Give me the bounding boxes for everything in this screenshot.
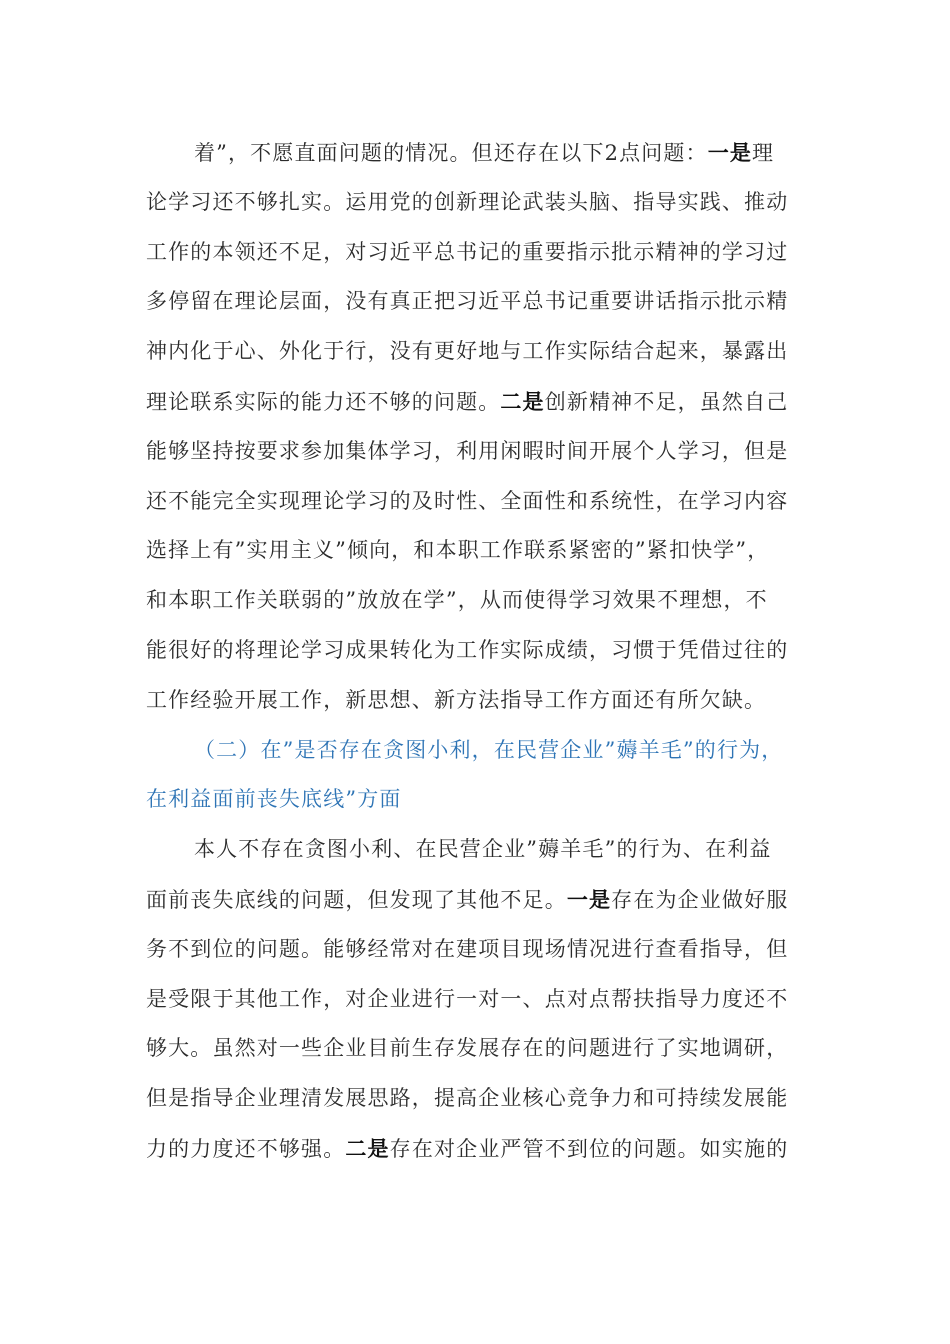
text-line: 能很好的将理论学习成果转化为工作实际成绩，习惯于凭借过往的 <box>146 637 789 662</box>
bold-marker: 二是 <box>500 388 545 414</box>
text-line: 务不到位的问题。能够经常对在建项目现场情况进行查看指导，但 <box>146 936 789 961</box>
text-line: 理论联系实际的能力还不够的问题。二是创新精神不足，虽然自己 <box>146 388 789 414</box>
section-heading <box>146 726 810 826</box>
text-line: 是受限于其他工作，对企业进行一对一、点对点帮扶指导力度还不 <box>146 986 789 1011</box>
text-line: 多停留在理论层面，没有真正把习近平总书记重要讲话指示批示精 <box>146 289 789 314</box>
paragraph-1 <box>146 128 810 726</box>
text-line: 力的力度还不够强。二是存在对企业严管不到位的问题。如实施的 <box>146 1135 789 1161</box>
text-line: 够大。虽然对一些企业目前生存发展存在的问题进行了实地调研， <box>146 1036 789 1061</box>
bold-marker: 二是 <box>345 1135 390 1161</box>
heading-line: （二）在”是否存在贪图小利，在民营企业”薅羊毛”的行为， <box>194 737 784 762</box>
text-line: 神内化于心、外化于行，没有更好地与工作实际结合起来，暴露出 <box>146 339 789 364</box>
text-line: 还不能完全实现理论学习的及时性、全面性和系统性，在学习内容 <box>146 488 789 513</box>
text-line: 能够坚持按要求参加集体学习，利用闲暇时间开展个人学习，但是 <box>146 438 789 463</box>
paragraph-2 <box>146 825 810 1174</box>
text-line: 工作经验开展工作，新思想、新方法指导工作方面还有所欠缺。 <box>146 687 767 712</box>
text-line: 但是指导企业理清发展思路，提高企业核心竞争力和可持续发展能 <box>146 1086 789 1111</box>
bold-marker: 一是 <box>707 140 753 165</box>
text-line: 本人不存在贪图小利、在民营企业”薅羊毛”的行为、在利益 <box>194 837 772 862</box>
text-line: 和本职工作关联弱的”放放在学”，从而使得学习效果不理想，不 <box>146 588 768 613</box>
text-line: 论学习还不够扎实。运用党的创新理论武装头脑、指导实践、推动 <box>146 189 789 214</box>
text-line: 选择上有”实用主义”倾向，和本职工作联系紧密的”紧扣快学”， <box>146 538 770 563</box>
bold-marker: 一是 <box>566 886 612 912</box>
document-page <box>146 128 810 1174</box>
text-line: 着”，不愿直面问题的情况。但还存在以下2点问题：一是理 <box>194 140 775 165</box>
heading-line: 在利益面前丧失底线”方面 <box>146 787 402 812</box>
text-line: 工作的本领还不足，对习近平总书记的重要指示批示精神的学习过 <box>146 239 789 264</box>
text-line: 面前丧失底线的问题，但发现了其他不足。一是存在为企业做好服 <box>146 886 789 912</box>
